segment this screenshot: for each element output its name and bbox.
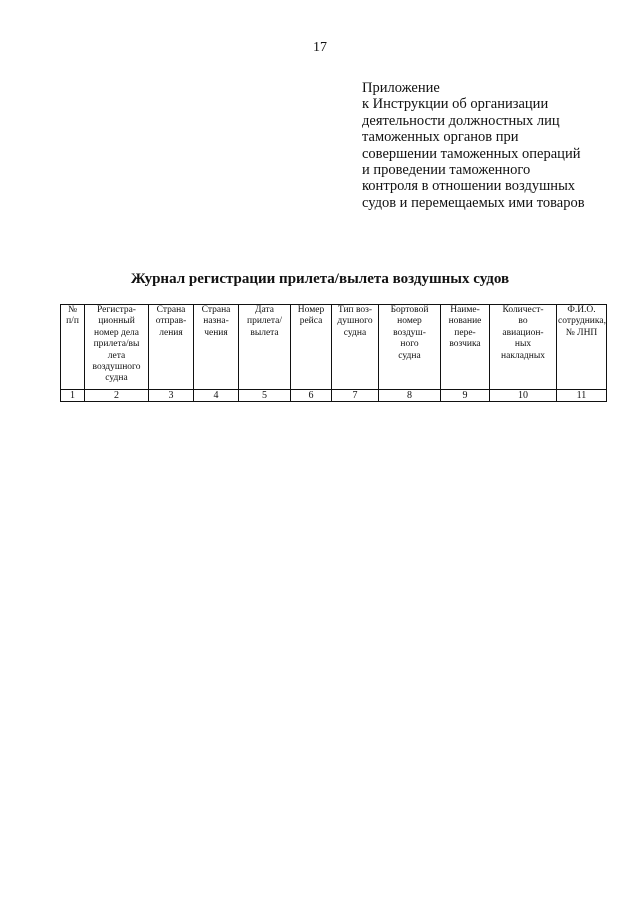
column-header-line: воздушного — [92, 362, 141, 373]
column-header-line: Номер — [297, 305, 325, 315]
column-number-cell: 3 — [149, 390, 194, 402]
column-header — [194, 305, 239, 390]
column-header-line: Бортовой — [390, 305, 429, 315]
table-header-row — [61, 305, 607, 390]
appendix-line: таможенных органов при — [362, 129, 519, 146]
column-header-line: Ф.И.О. — [567, 305, 596, 315]
journal-title: Журнал регистрации прилета/вылета воздушных судов — [130, 271, 510, 287]
column-header-line: номер — [397, 316, 422, 327]
column-header — [441, 305, 490, 390]
column-number-cell: 4 — [194, 390, 239, 402]
column-header-line: накладных — [501, 350, 545, 361]
column-header-line: пере- — [454, 327, 476, 338]
column-header — [149, 305, 194, 390]
appendix-line: и проведении таможенного — [362, 162, 531, 179]
column-header-line: судна — [343, 327, 367, 338]
appendix-line: совершении таможенных операций — [362, 145, 581, 162]
column-header-line: Страна — [201, 305, 231, 315]
appendix-line: к Инструкции об организации — [362, 96, 549, 113]
column-header — [61, 305, 85, 390]
column-header-line: номер дела — [93, 327, 139, 338]
page-number: 17 — [313, 40, 327, 55]
column-header-line: Тип воз- — [337, 305, 373, 315]
column-header-line: Наиме- — [450, 305, 480, 315]
column-header-line: возчика — [449, 339, 481, 350]
column-header-line: судна — [398, 350, 421, 361]
column-header — [332, 305, 379, 390]
column-number-cell: 11 — [557, 390, 607, 402]
column-header-line: п/п — [66, 316, 79, 327]
column-header-line: назна- — [203, 316, 229, 327]
appendix-line: судов и перемещаемых ими товаров — [362, 194, 585, 211]
column-header — [239, 305, 291, 390]
column-number-cell: 6 — [291, 390, 332, 402]
appendix-line: контроля в отношении воздушных — [362, 178, 576, 195]
column-number-cell: 1 — [61, 390, 85, 402]
table-number-row — [61, 390, 607, 402]
column-header-line: ционный — [98, 316, 135, 327]
column-header-line: прилета/ — [247, 316, 282, 327]
column-header-line: вылета — [250, 327, 279, 338]
column-header-line: во — [518, 316, 528, 327]
column-header-line: авиацион- — [502, 327, 544, 338]
column-header-line: ного — [400, 339, 419, 350]
column-header-line: № ЛНП — [565, 327, 598, 338]
column-header-line: Количест- — [502, 305, 544, 315]
column-header — [490, 305, 557, 390]
column-header-line: ления — [159, 327, 183, 338]
column-header — [379, 305, 441, 390]
column-header-line: отправ- — [155, 316, 187, 327]
appendix-note — [362, 80, 632, 211]
column-header-line: душного — [337, 316, 373, 327]
column-header-line: Дата — [255, 305, 274, 315]
column-header-line: чения — [204, 327, 228, 338]
column-header-line: Страна — [156, 305, 186, 315]
column-header-line: судна — [105, 373, 128, 384]
column-header-line: воздуш- — [393, 327, 426, 338]
column-number-cell: 8 — [379, 390, 441, 402]
column-header-line: прилета/вы — [93, 339, 140, 350]
column-header-line: сотрудника, — [558, 316, 606, 327]
column-header-line: ных — [514, 339, 532, 350]
column-header — [85, 305, 149, 390]
column-header-line: № — [67, 305, 78, 315]
registration-table — [60, 304, 607, 402]
column-number-cell: 2 — [85, 390, 149, 402]
column-header — [557, 305, 607, 390]
column-header — [291, 305, 332, 390]
appendix-line: деятельности должностных лиц — [362, 112, 560, 129]
column-header-line: Регистра- — [97, 305, 136, 315]
column-number-cell: 10 — [490, 390, 557, 402]
column-header-line: рейса — [299, 316, 323, 327]
column-number-cell: 5 — [239, 390, 291, 402]
appendix-line: Приложение — [362, 80, 440, 96]
column-number-cell: 7 — [332, 390, 379, 402]
column-header-line: нование — [448, 316, 482, 327]
column-number-cell: 9 — [441, 390, 490, 402]
column-header-line: лета — [107, 350, 126, 361]
